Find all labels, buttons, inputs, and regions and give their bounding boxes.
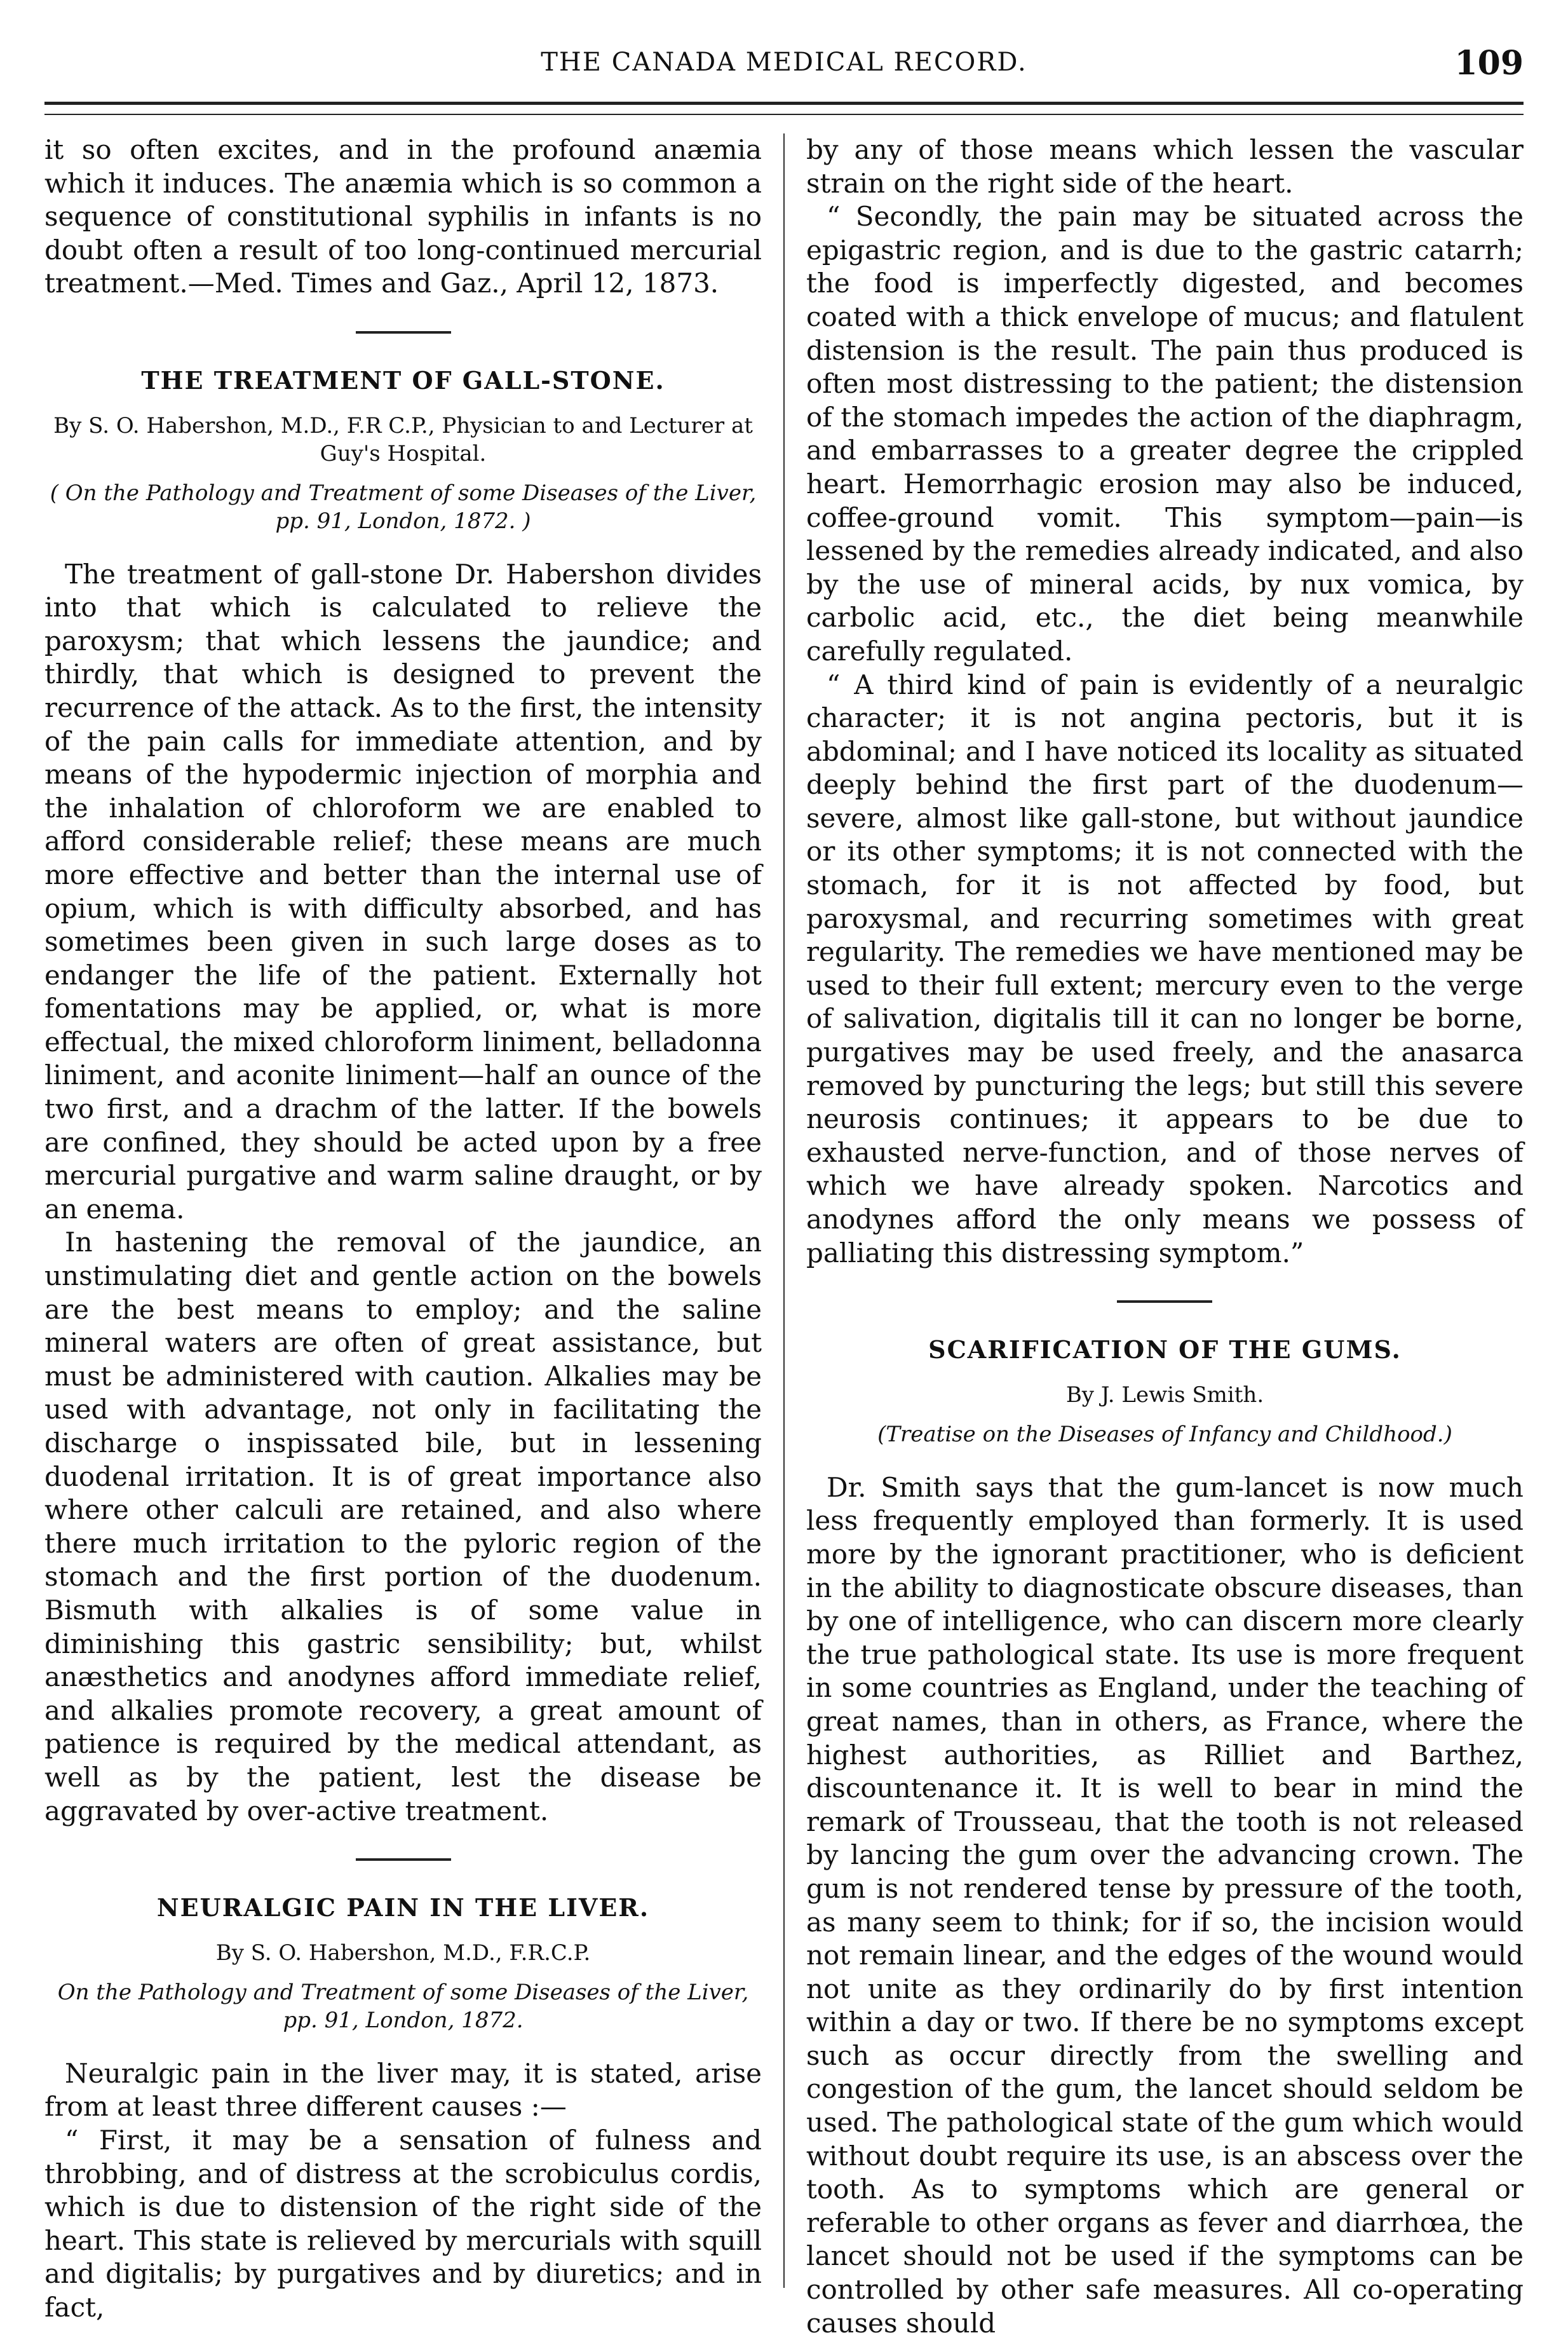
article-source-gums: (Treatise on the Diseases of Infancy and Childhood.) [877,1421,1452,1447]
two-column-body [44,133,1524,2339]
article-title-neuralgic: NEURALGIC PAIN IN THE LIVER. [156,1893,650,1922]
article-paragraph: Neuralgic pain in the liver may, it is stated, arise from at least three different causes :— [44,2057,762,2123]
article-source-neuralgic: On the Pathology and Treatment of some Diseases of the Liver, pp. 91, London, 1872. [57,1979,749,2033]
continued-paragraph: “ Secondly, the pain may be situated across the epigastric region, and is due to the gastric catarrh; the food is imperfectly digested, and becomes coated with a thick envelope of mucus; and flatulent distension is the result. The pain thus produced is often most distressing to the patient; the distension of the stomach impedes the action of the diaphragm, and embarrasses to a greater degree the crippled heart. Hemorrhagic erosion may also be induced, coffee-ground vomit. This symptom—pain—is lessened by the remedies already indicated, and also by the use of mineral acids, by nux vomica, by carbolic acid, etc., the diet being meanwhile carefully regulated. [806,201,1524,667]
right-column [787,133,1524,2339]
article-paragraph: In hastening the removal of the jaundice, an unstimulating diet and gentle action on the bowels are the best means to employ; and the saline mineral waters are often of great assistance, but must be administered with caution. Alkalies may be used with advantage, not only in facilitating the discharge o inspissated bile, but in lessening duodenal irritation. It is of great importance also where other calculi are retained, and also where there much irritation to the pyloric region of the stomach and the first portion of the duodenum. Bismuth with alkalies is of some value in diminishing this gastric sensibility; but, whilst anæsthetics and anodynes afford immediate relief, and alkalies promote recovery, a great amount of patience is required by the medical attendant, as well as by the patient, lest the disease be aggravated by over-active treatment. [44,1227,762,1826]
article-source-gall-stone: ( On the Pathology and Treatment of some Diseases of the Liver, pp. 91, London, 1872. ) [50,480,757,534]
article-title-gums: SCARIFICATION OF THE GUMS. [928,1335,1402,1364]
article-byline-gums: By J. Lewis Smith. [1065,1382,1264,1408]
article-byline-neuralgic: By S. O. Habershon, M.D., F.R.C.P. [215,1940,591,1966]
article-title-gall-stone: THE TREATMENT OF GALL-STONE. [141,365,665,395]
column-rule [783,133,785,2288]
header-rule [44,102,1524,115]
page-number: 109 [1454,44,1524,83]
continued-paragraph: by any of those means which lessen the vascular strain on the right side of the heart. [806,134,1524,199]
section-divider [356,1858,451,1861]
continued-text: it so often excites, and in the profound anæmia which it induces. The anæmia which is so common a sequence of constitutional syphilis in infants is no doubt often a result of too long-continued mercurial treatment.—Med. Times and Gaz., April 12, 1873. [44,134,762,299]
section-divider [1117,1300,1212,1303]
section-divider [356,331,451,334]
left-column [44,133,781,2323]
article-byline-gall-stone: By S. O. Habershon, M.D., F.R C.P., Physician to and Lecturer at Guy's Hospital. [53,412,753,466]
article-paragraph: The treatment of gall-stone Dr. Habershon divides into that which is calculated to relieve the paroxysm; that which lessens the jaundice; and thirdly, that which is designed to prevent the recurrence of the attack. As to the first, the intensity of the pain calls for immediate attention, and by means of the hypodermic injection of morphia and the inhalation of chloroform we are enabled to afford considerable relief; these means are much more effective and better than the internal use of opium, which is with difficulty absorbed, and has sometimes been given in such large doses as to endanger the life of the patient. Externally hot fomentations may be applied, or, what is more effectual, the mixed chloroform liniment, belladonna liniment, and aconite liniment—half an ounce of the two first, and a drachm of the latter. If the bowels are confined, they should be acted upon by a free mercurial purgative and warm saline draught, or by an enema. [44,558,762,1225]
article-paragraph: “ First, it may be a sensation of fulness and throbbing, and of distress at the scrobiculus cordis, which is due to distension of the right side of the heart. This state is relieved by mercurials with squill and digitalis; by purgatives and by diuretics; and in fact, [44,2124,762,2323]
article-paragraph: Dr. Smith says that the gum-lancet is now much less frequently employed than formerly. It is used more by the ignorant practitioner, who is deficient in the ability to diagnosticate obscure diseases, than by one of intelligence, who can discern more clearly the true pathological state. Its use is more frequent in some countries as England, under the teaching of great names, than in others, as France, where the highest authorities, as Rilliet and Barthez, discountenance it. It is well to bear in mind the remark of Trousseau, that the tooth is not released by lancing the gum over the advancing crown. The gum is not rendered tense by pressure of the tooth, as many seem to think; for if so, the incision would not remain linear, and the edges of the wound would not unite as they ordinarily do by first intention within a day or two. If there be no symptoms except such as occur directly from the swelling and congestion of the gum, the lancet should seldom be used. The pathological state of the gum which would without doubt require its use, is an abscess over the tooth. As to symptoms which are general or referable to other organs as fever and diarrhœa, the lancet should not be used if the symptoms can be controlled by other safe measures. All co-operating causes should [806,1471,1524,2339]
continued-paragraph: “ A third kind of pain is evidently of a neuralgic character; it is not angina pectoris, but it is abdominal; and I have noticed its locality as situated deeply behind the first part of the duodenum—severe, almost like gall-stone, but without jaundice or its other symptoms; it is not connected with the stomach, for it is not affected by food, but paroxysmal, and recurring sometimes with great regularity. The remedies we have mentioned may be used to their full extent; mercury even to the verge of salivation, digitalis till it can no longer be borne, purgatives may be used freely, and the anasarca removed by puncturing the legs; but still this severe neurosis continues; it appears to be due to exhausted nerve-function, and of those nerves of which we have already spoken. Narcotics and anodynes afford the only means we possess of palliating this distressing symptom.” [806,669,1524,1269]
running-title: THE CANADA MEDICAL RECORD. [541,48,1027,77]
running-head [44,35,1524,83]
